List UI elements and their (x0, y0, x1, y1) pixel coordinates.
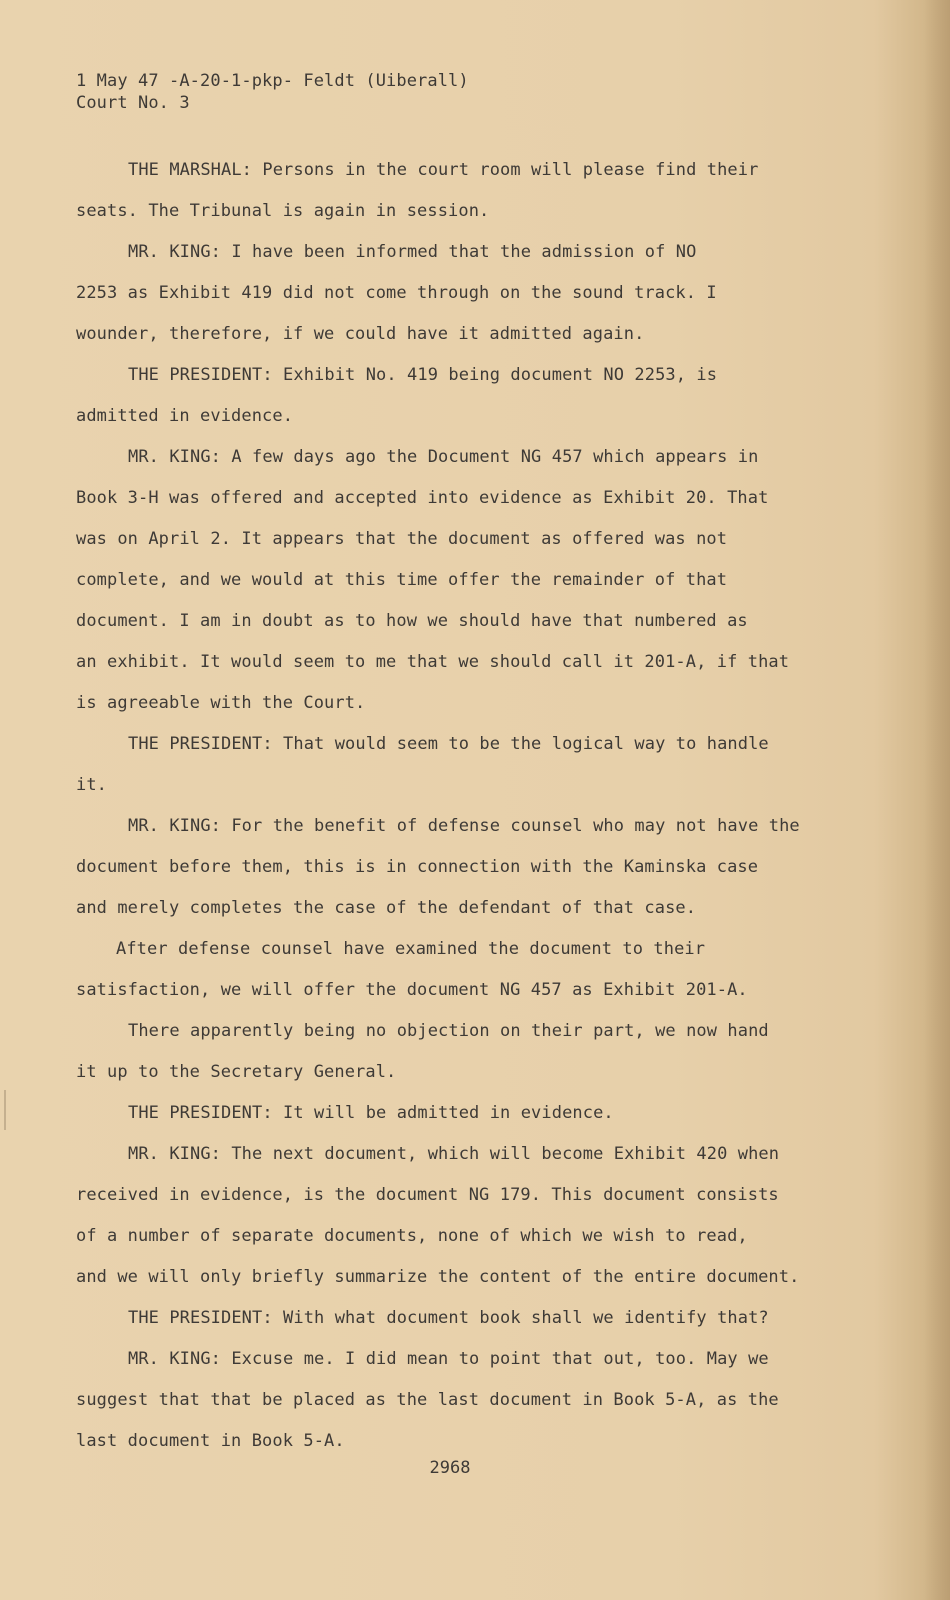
transcript-line: it. (76, 775, 108, 795)
page-edge-shadow (924, 0, 950, 1600)
transcript-line: received in evidence, is the document NG 179. This document consists (76, 1185, 779, 1205)
transcript-line: THE MARSHAL: Persons in the court room will please find their (128, 160, 759, 180)
transcript-line: After defense counsel have examined the document to their (116, 939, 706, 959)
transcript-line: complete, and we would at this time offer the remainder of that (76, 570, 728, 590)
transcript-line: satisfaction, we will offer the document NG 457 as Exhibit 201-A. (76, 980, 748, 1000)
transcript-line: seats. The Tribunal is again in session. (76, 201, 490, 221)
transcript-line: is agreeable with the Court. (76, 693, 366, 713)
transcript-line: THE PRESIDENT: That would seem to be the logical way to handle (128, 734, 769, 754)
header-line-2: Court No. 3 (76, 93, 190, 113)
transcript-body (76, 150, 816, 1462)
page-number: 2968 (429, 1458, 471, 1478)
transcript-line: MR. KING: For the benefit of defense counsel who may not have the (128, 816, 800, 836)
transcript-line: wounder, therefore, if we could have it admitted again. (76, 324, 645, 344)
transcript-line: of a number of separate documents, none of which we wish to read, (76, 1226, 748, 1246)
transcript-line: THE PRESIDENT: It will be admitted in evidence. (128, 1103, 614, 1123)
transcript-line: and we will only briefly summarize the content of the entire document. (76, 1267, 800, 1287)
transcript-line: THE PRESIDENT: Exhibit No. 419 being document NO 2253, is (128, 365, 718, 385)
transcript-line: document before them, this is in connection with the Kaminska case (76, 857, 759, 877)
header-line-1: 1 May 47 -A-20-1-pkp- Feldt (Uiberall) (76, 71, 469, 91)
transcript-line: admitted in evidence. (76, 406, 294, 426)
transcript-line: suggest that that be placed as the last document in Book 5-A, as the (76, 1390, 779, 1410)
transcript-line: and merely completes the case of the defendant of that case. (76, 898, 697, 918)
transcript-line: MR. KING: A few days ago the Document NG 457 which appears in (128, 447, 759, 467)
transcript-line: document. I am in doubt as to how we should have that numbered as (76, 611, 748, 631)
transcript-line: it up to the Secretary General. (76, 1062, 397, 1082)
margin-mark (4, 1090, 6, 1130)
transcript-line: There apparently being no objection on their part, we now hand (128, 1021, 769, 1041)
transcript-line: an exhibit. It would seem to me that we should call it 201-A, if that (76, 652, 790, 672)
transcript-line: THE PRESIDENT: With what document book shall we identify that? (128, 1308, 769, 1328)
transcript-line: last document in Book 5-A. (76, 1431, 345, 1451)
page-header (76, 70, 469, 114)
transcript-line: was on April 2. It appears that the document as offered was not (76, 529, 728, 549)
transcript-line: MR. KING: Excuse me. I did mean to point that out, too. May we (128, 1349, 769, 1369)
transcript-line: 2253 as Exhibit 419 did not come through on the sound track. I (76, 283, 717, 303)
transcript-line: MR. KING: I have been informed that the admission of NO (128, 242, 697, 262)
transcript-line: MR. KING: The next document, which will become Exhibit 420 when (128, 1144, 780, 1164)
transcript-line: Book 3-H was offered and accepted into evidence as Exhibit 20. That (76, 488, 769, 508)
